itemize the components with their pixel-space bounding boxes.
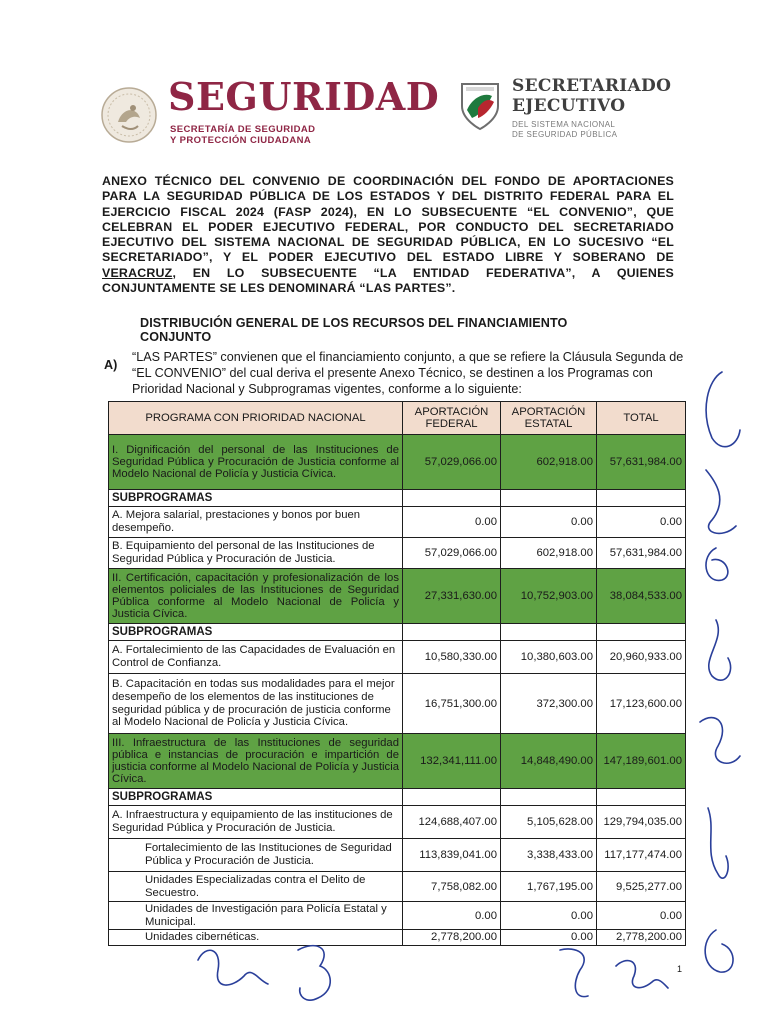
row-estatal: 0.00	[501, 507, 597, 538]
row-description: III. Infraestructura de las Instituciones de seguridad pública e instancias de procuración e impartición de justicia conforme al Modelo Nacional de Policía y Justicia Cívica.	[109, 734, 403, 789]
table-row	[109, 902, 686, 930]
row-federal: 16,751,300.00	[403, 674, 501, 734]
row-estatal: 1,767,195.00	[501, 872, 597, 902]
table-row	[109, 872, 686, 902]
section-subtitle: DISTRIBUCIÓN GENERAL DE LOS RECURSOS DEL FINANCIAMIENTO CONJUNTO	[140, 316, 568, 344]
coat-of-arms-seal-icon	[100, 86, 158, 144]
subprograms-label: SUBPROGRAMAS	[109, 490, 403, 507]
row-estatal: 602,918.00	[501, 435, 597, 490]
header-total: TOTAL	[597, 402, 686, 435]
sesnsp-shield-icon	[458, 80, 502, 132]
paragraph-text: “LAS PARTES” convienen que el financiamiento conjunto, a que se refiere la Cláusula Segunda de “EL CONVENIO” del cual deriva el presente Anexo Técnico, se destinen a los Programas con Prioridad Nacional y Subprogramas vigentes, conforme a lo siguiente:	[132, 350, 684, 396]
row-total: 57,631,984.00	[597, 435, 686, 490]
row-federal: 113,839,041.00	[403, 839, 501, 872]
page-number: 1	[677, 964, 683, 974]
row-description: B. Capacitación en todas sus modalidades para el mejor desempeño de los elementos de las instituciones de seguridad pública y de procuración de justicia conforme al Modelo Nacional de Policía y Justicia Cívica.	[109, 674, 403, 734]
header-estatal: APORTACIÓN ESTATAL	[501, 402, 597, 435]
row-total: 38,084,533.00	[597, 569, 686, 624]
row-description: II. Certificación, capacitación y profesionalización de los elementos policiales de las Instituciones de Seguridad Pública conforme al Modelo Nacional de Policía y Justicia Cívica.	[109, 569, 403, 624]
row-total: 57,631,984.00	[597, 538, 686, 569]
row-federal: 57,029,066.00	[403, 435, 501, 490]
row-federal: 7,758,082.00	[403, 872, 501, 902]
program-row	[109, 734, 686, 789]
row-federal: 57,029,066.00	[403, 538, 501, 569]
paragraph-a	[104, 349, 684, 397]
row-federal: 0.00	[403, 507, 501, 538]
row-total: 0.00	[597, 902, 686, 930]
row-federal: 0.00	[403, 902, 501, 930]
row-federal: 27,331,630.00	[403, 569, 501, 624]
row-total: 129,794,035.00	[597, 806, 686, 839]
state-name: VERACRUZ	[102, 265, 173, 280]
row-description: A. Mejora salarial, prestaciones y bonos por buen desempeño.	[109, 507, 403, 538]
subprograms-label: SUBPROGRAMAS	[109, 624, 403, 641]
row-description: Unidades de Investigación para Policía Estatal y Municipal.	[109, 902, 403, 930]
row-federal: 124,688,407.00	[403, 806, 501, 839]
subprograms-header-row	[109, 490, 686, 507]
row-description: Unidades cibernéticas.	[109, 930, 403, 946]
subprograms-label: SUBPROGRAMAS	[109, 789, 403, 806]
row-total: 147,189,601.00	[597, 734, 686, 789]
row-total: 9,525,277.00	[597, 872, 686, 902]
row-estatal: 14,848,490.00	[501, 734, 597, 789]
subprograms-header-row	[109, 789, 686, 806]
program-row	[109, 435, 686, 490]
program-row	[109, 569, 686, 624]
table-row	[109, 839, 686, 872]
row-estatal: 372,300.00	[501, 674, 597, 734]
seguridad-logo-title: SEGURIDAD	[168, 74, 440, 119]
document-heading: ANEXO TÉCNICO DEL CONVENIO DE COORDINACIÓN DEL FONDO DE APORTACIONES PARA LA SEGURIDAD PÚBLICA DE LOS ESTADOS Y DEL DISTRITO FEDERAL PARA EL EJERCICIO FISCAL 2024 (FASP 2024), EN LO SUBSECUENTE “EL CONVENIO”, QUE CELEBRAN EL PODER EJECUTIVO FEDERAL, POR CONDUCTO DEL SECRETARIADO EJECUTIVO DEL SISTEMA NACIONAL DE SEGURIDAD PÚBLICA, EN LO SUCESIVO “EL SECRETARIADO”, Y EL PODER EJECUTIVO DEL ESTADO LIBRE Y SOBERANO DE VERACRUZ, EN LO SUBSECUENTE “LA ENTIDAD FEDERATIVA”, A QUIENES CONJUNTAMENTE SE LES DENOMINARÁ “LAS PARTES”.	[102, 174, 674, 296]
row-total: 17,123,600.00	[597, 674, 686, 734]
row-description: A. Fortalecimiento de las Capacidades de Evaluación en Control de Confianza.	[109, 641, 403, 674]
table-row	[109, 507, 686, 538]
row-federal: 2,778,200.00	[403, 930, 501, 946]
row-estatal: 0.00	[501, 902, 597, 930]
table-row	[109, 674, 686, 734]
row-federal: 10,580,330.00	[403, 641, 501, 674]
seguridad-logo-subtitle: SECRETARÍA DE SEGURIDAD Y PROTECCIÓN CIUDADANA	[170, 124, 316, 146]
row-total: 117,177,474.00	[597, 839, 686, 872]
row-total: 20,960,933.00	[597, 641, 686, 674]
row-estatal: 10,380,603.00	[501, 641, 597, 674]
secretariado-logo-subtitle: DEL SISTEMA NACIONAL DE SEGURIDAD PÚBLICA	[512, 120, 618, 139]
table-row	[109, 930, 686, 946]
row-description: A. Infraestructura y equipamiento de las instituciones de Seguridad Pública y Procuración de Justicia.	[109, 806, 403, 839]
row-estatal: 10,752,903.00	[501, 569, 597, 624]
secretariado-logo-title: SECRETARIADO EJECUTIVO	[512, 76, 672, 116]
row-description: Fortalecimiento de las Instituciones de Seguridad Pública y Procuración de Justicia.	[109, 839, 403, 872]
table-row	[109, 641, 686, 674]
table-header-row	[109, 402, 686, 435]
row-description: B. Equipamiento del personal de las Instituciones de Seguridad Pública y Procuración de Justicia.	[109, 538, 403, 569]
row-estatal: 0.00	[501, 930, 597, 946]
row-total: 2,778,200.00	[597, 930, 686, 946]
header-federal: APORTACIÓN FEDERAL	[403, 402, 501, 435]
table-row	[109, 806, 686, 839]
header-program: PROGRAMA CON PRIORIDAD NACIONAL	[109, 402, 403, 435]
row-estatal: 5,105,628.00	[501, 806, 597, 839]
row-total: 0.00	[597, 507, 686, 538]
row-description: I. Dignificación del personal de las Instituciones de Seguridad Pública y Procuración de Justicia conforme al Modelo Nacional de Policía y Justicia Cívica.	[109, 435, 403, 490]
financing-table	[108, 401, 686, 946]
row-description: Unidades Especializadas contra el Delito de Secuestro.	[109, 872, 403, 902]
row-estatal: 3,338,433.00	[501, 839, 597, 872]
row-estatal: 602,918.00	[501, 538, 597, 569]
paragraph-label: A)	[104, 358, 118, 372]
table-row	[109, 538, 686, 569]
subprograms-header-row	[109, 624, 686, 641]
row-federal: 132,341,111.00	[403, 734, 501, 789]
